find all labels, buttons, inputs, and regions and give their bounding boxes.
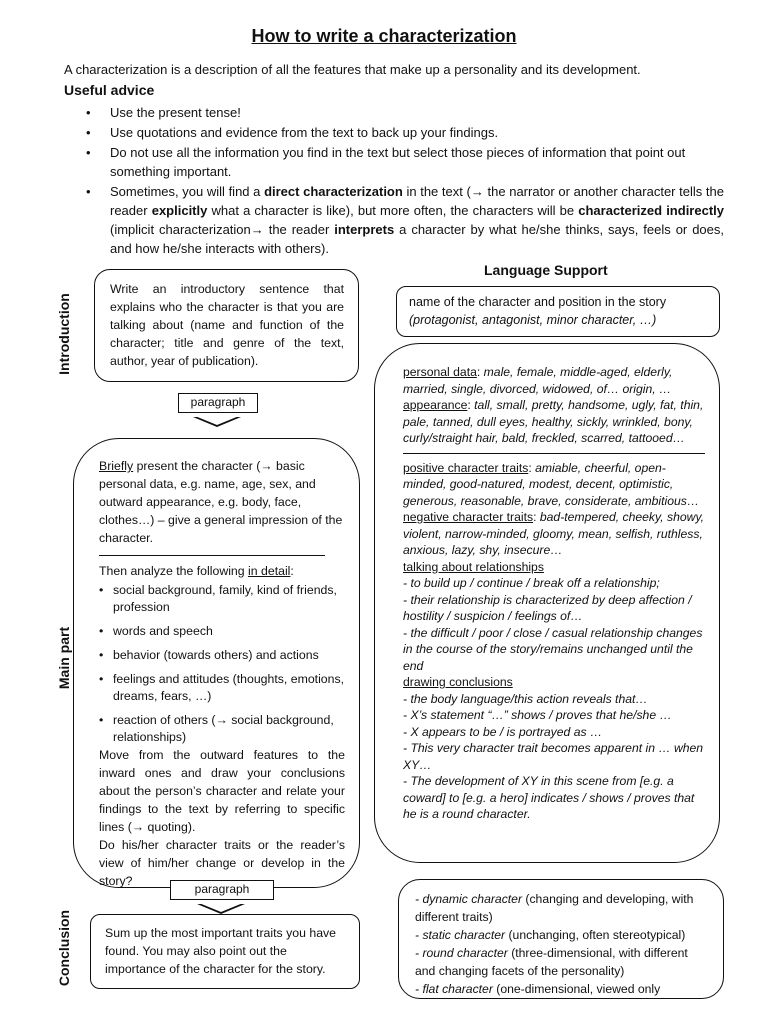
advice-item: • Sometimes, you will find a direct characterization in the text (→ the narrator or another character tells the reader explicitly what a character is like), but more often, the characters will be characterized indirectly (implicit characterization→ the reader interprets a character by what he/she thinks, says, feels or does, and how he/she interacts with others). (84, 182, 724, 258)
main-change-text: Do his/her character traits or the reader’s view of him/her change or develop in the story? (99, 838, 345, 888)
language-box-vocabulary: personal data: male, female, middle-aged, elderly, married, single, divorced, widowed, of… origin, … appearance: tall, small, pretty, handsome, ugly, fat, thin, pale, tanned, dull eyes, healthy, sickly, wrinkled, bony, curly/straight hair, bald, freckled, scarred, tattooed… positive character traits: amiable, cheerful, open-minded, good-natured, modest, decent, optimistic, generous, reasonable, brave, considerate, ambitious… negative character traits: bad-tempered, cheeky, showy, violent, narrow-minded, gloomy, mean, selfish, ruthless, anxious, lazy, shy, insecure… talking about relationships - to build up / continue / break off a relationship; - their relationship is characterized by deep affection / hostility / suspicion / feelings of… - the difficult / poor / close / casual relationship changes in the course of the story/remains unchanged until the end drawing conclusions - the body language/this action reveals that… - X’s statement “…” shows / proves that he/she … - X appears to be / is portrayed as … - This very character trait becomes apparent in … when XY… - The development of XY in this scene from [e.g. a coward] to [e.g. a hero] indicates / shows / proves that he is a round character. (374, 343, 720, 863)
paragraph-marker: paragraph (178, 393, 258, 413)
section-label-conclusion: Conclusion (56, 909, 72, 987)
conclusion-box: Sum up the most important traits you have found. You may also point out the importance of the character for the story. (90, 914, 360, 989)
page-title: How to write a characterization (251, 26, 517, 46)
down-arrow-icon (193, 417, 241, 427)
advice-item: • Do not use all the information you find in the text but select those pieces of information that point out something important. (84, 143, 724, 181)
section-label-introduction: Introduction (56, 293, 72, 375)
analyze-heading: Then analyze the following in detail: (99, 564, 294, 578)
list-item: • words and speech (99, 623, 345, 640)
analysis-list (99, 582, 345, 746)
divider (99, 555, 325, 556)
language-box-character-types: - dynamic character (changing and developing, with different traits) - static character (unchanging, often stereotypical) - round character (three-dimensional, with different and changing facets of the personality) - flat character (one-dimensional, viewed only (398, 879, 724, 999)
advice-item: • Use quotations and evidence from the text to back up your findings. (84, 123, 724, 142)
language-box-name: name of the character and position in the story (protagonist, antagonist, minor character, …) (396, 286, 720, 337)
advice-list (84, 103, 724, 259)
intro-text: A characterization is a description of all the features that make up a personality and its development. (64, 62, 641, 77)
advice-item: • Use the present tense! (84, 103, 724, 122)
advice-heading: Useful advice (64, 82, 155, 98)
section-label-main: Main part (56, 626, 72, 690)
down-arrow-icon (197, 904, 245, 914)
list-item: • behavior (towards others) and actions (99, 647, 345, 664)
main-intro-text: Briefly present the character (→ basic personal data, e.g. name, age, sex, and outward appearance, e.g. body, face, clothes…) – give a general impression of the character. (99, 459, 343, 545)
main-move-text: Move from the outward features to the inward ones and draw your conclusions about the person’s character and relate your findings to the text by referring to specific lines (→ quoting). (99, 748, 345, 834)
introduction-box: Write an introductory sentence that explains who the character is that you are talking about (name and function of the character; title and genre of the text, author, year of publication). (94, 269, 359, 382)
list-item: • social background, family, kind of friends, profession (99, 582, 345, 616)
list-item: • feelings and attitudes (thoughts, emotions, dreams, fears, …) (99, 671, 345, 705)
paragraph-marker: paragraph (170, 880, 274, 900)
main-part-box (73, 438, 360, 888)
list-item: • reaction of others (→ social background, relationships) (99, 712, 345, 746)
divider (403, 453, 705, 454)
language-support-heading: Language Support (484, 262, 608, 278)
